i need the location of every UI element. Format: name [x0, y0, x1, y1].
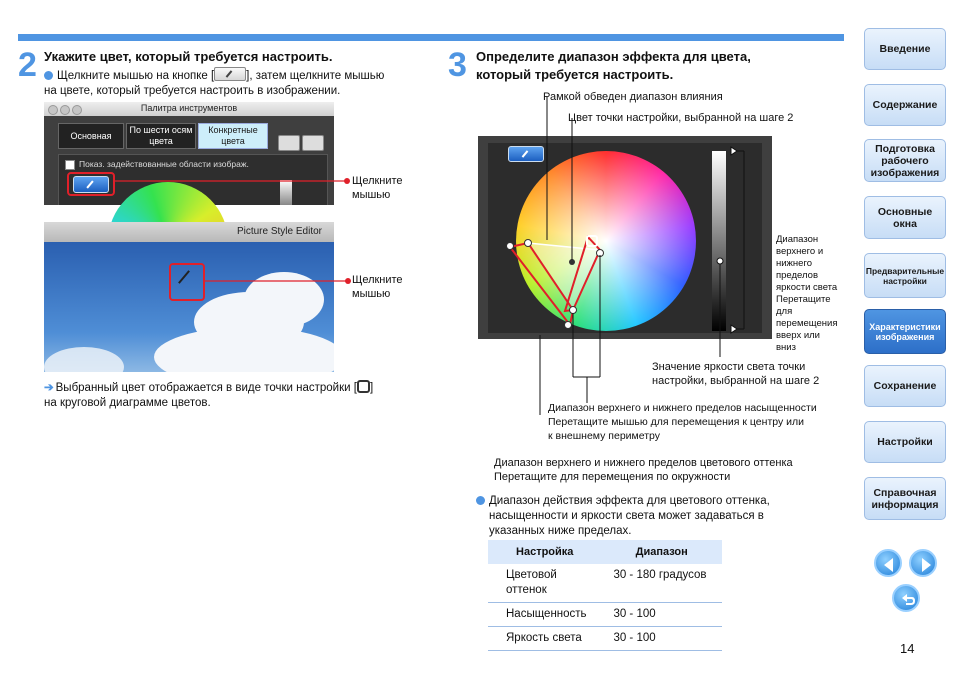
table-cell-range: 30 - 100	[601, 627, 722, 651]
sidebar-item-label: Настройки	[877, 436, 933, 448]
table-row	[488, 564, 722, 603]
bullet-icon	[476, 496, 485, 505]
callout-line-1	[115, 170, 355, 200]
label-brightness-value: Значение яркости света точки настройки, выбранной на шаге 2	[652, 361, 820, 387]
instruction-text-1: Щелкните мышью на кнопке [	[57, 70, 215, 82]
sidebar-item-label: Характеристики изображения	[869, 321, 941, 342]
next-page-button[interactable]	[909, 549, 937, 577]
return-button[interactable]	[892, 584, 920, 612]
sidebar-item-label: Содержание	[872, 99, 938, 111]
step2-instruction	[44, 67, 424, 99]
label-hue-range: Диапазон верхнего и нижнего пределов цветового оттенка Перетащите для перемещения по окружности	[494, 457, 793, 483]
instruction-text-3: на цвете, который требуется настроить в изображении.	[44, 85, 341, 97]
sidebar-item-label: Введение	[879, 43, 931, 55]
cursor-highlight-box	[169, 263, 205, 301]
table-cell-setting: Цветовой оттенок	[488, 564, 601, 603]
table-cell-setting: Насыщенность	[488, 603, 601, 627]
result-arrow-icon: ➔	[44, 382, 54, 394]
arrow-right-icon	[911, 551, 939, 579]
adjustment-point-icon	[357, 380, 370, 393]
table-cell-range: 30 - 180 градусов	[601, 564, 722, 603]
table-cell-range: 30 - 100	[601, 603, 722, 627]
sky-image	[44, 242, 334, 372]
table-header-setting: Настройка	[488, 540, 601, 564]
sidebar-item-label: Предварительные настройки	[865, 265, 945, 286]
callout-line-2	[205, 272, 355, 292]
sidebar-item-reference[interactable]	[864, 477, 946, 520]
label-brightness-range: Диапазон верхнего и нижнего пределов яркости света Перетащите для перемещения вверх или вниз	[776, 234, 838, 353]
sidebar-item-label: Справочная информация	[871, 486, 939, 511]
top-accent-bar	[18, 34, 844, 41]
palette-titlebar	[44, 102, 334, 116]
instruction-text-2: ], затем щелкните мышью	[246, 70, 385, 82]
table-row	[488, 603, 722, 627]
tab-specific-label: Конкретные цвета	[208, 125, 258, 146]
tab-basic[interactable]	[58, 123, 124, 149]
step-number-3: 3	[448, 46, 467, 84]
callout-highlight-box	[67, 172, 115, 196]
bullet-icon	[44, 71, 53, 80]
sidebar-item-label: Сохранение	[873, 380, 937, 392]
step3-heading: Определите диапазон эффекта для цвета, который требуется настроить.	[476, 49, 751, 82]
tab-basic-label: Основная	[70, 130, 112, 141]
table-cell-setting: Яркость света	[488, 627, 601, 651]
table-header-range: Диапазон	[601, 540, 722, 564]
sidebar-item-label: Подготовка рабочего изображения	[870, 142, 940, 179]
step2-heading: Укажите цвет, который требуется настроить.	[44, 49, 333, 64]
sidebar-item-label: Основные окна	[877, 205, 933, 230]
sidebar-item-settings[interactable]	[864, 421, 946, 463]
sidebar-item-presettings[interactable]	[864, 253, 946, 298]
callout-text-1: Щелкните мышью	[352, 175, 403, 201]
return-arrow-icon	[894, 586, 922, 614]
sidebar-item-contents[interactable]	[864, 84, 946, 126]
range-table	[488, 540, 722, 651]
arrow-left-icon	[876, 551, 904, 579]
tab-six-axes-label: По шести осям цвета	[129, 125, 193, 146]
label-saturation-range: Диапазон верхнего и нижнего пределов насыщенности Перетащите мышью для перемещения к центру или к внешнему периметру	[548, 402, 817, 442]
sidebar-item-preparation[interactable]	[864, 139, 946, 182]
label-adjustment-point: Цвет точки настройки, выбранной на шаге 2	[568, 112, 794, 124]
show-areas-checkbox[interactable]	[65, 160, 75, 170]
step-number-2: 2	[18, 46, 37, 84]
camera-icon[interactable]	[278, 135, 300, 151]
table-row	[488, 627, 722, 651]
label-frame-range: Рамкой обведен диапазон влияния	[543, 91, 723, 103]
sidebar-item-introduction[interactable]	[864, 28, 946, 70]
sidebar-item-main-windows[interactable]	[864, 196, 946, 239]
save-icon[interactable]	[302, 135, 324, 151]
color-picker-icon	[214, 67, 246, 81]
sidebar-item-saving[interactable]	[864, 365, 946, 407]
table-header-row	[488, 540, 722, 564]
callout-text-2: Щелкните мышью	[352, 274, 403, 300]
page-number: 14	[900, 641, 915, 656]
tab-six-axes[interactable]	[126, 123, 196, 149]
step2-result: ➔ Выбранный цвет отображается в виде точки настройки [ ] на круговой диаграмме цветов.	[44, 382, 374, 409]
show-areas-label: Показ. задействованные области изображ.	[79, 159, 249, 169]
prev-page-button[interactable]	[874, 549, 902, 577]
sidebar-item-image-characteristics[interactable]	[864, 309, 946, 354]
tab-specific-colors[interactable]	[198, 123, 268, 149]
editor-titlebar	[44, 222, 334, 242]
editor-title: Picture Style Editor	[236, 226, 322, 237]
step3-note: Диапазон действия эффекта для цветового оттенка, насыщенности и яркости света может задаваться в указанных ниже пределах.	[476, 494, 816, 539]
palette-title: Палитра инструментов	[140, 103, 238, 113]
